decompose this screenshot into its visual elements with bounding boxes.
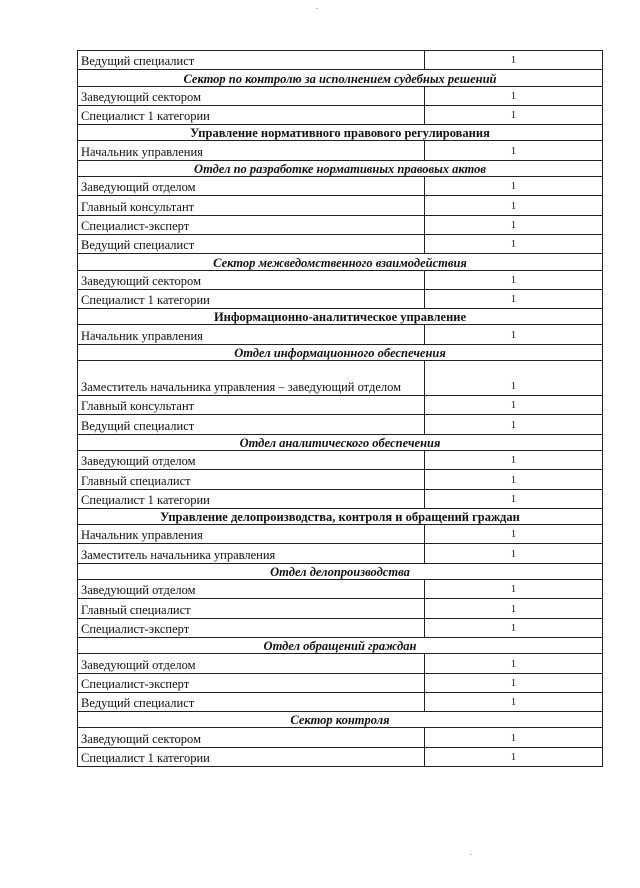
position-count: 1: [425, 747, 603, 766]
department-title: Управление делопроизводства, контроля и обращений граждан: [78, 508, 603, 524]
position-name: Ведущий специалист: [78, 415, 425, 434]
position-name: Специалист-эксперт: [78, 673, 425, 692]
subdivision-title: Сектор контроля: [78, 712, 603, 728]
position-count: 1: [425, 580, 603, 599]
position-count: 1: [425, 51, 603, 70]
position-count: 1: [425, 654, 603, 673]
subdivision-heading-row: [78, 712, 603, 728]
position-name: Специалист-эксперт: [78, 618, 425, 637]
position-count: 1: [425, 673, 603, 692]
position-row: [78, 215, 603, 234]
department-heading-row: [78, 125, 603, 141]
position-count: 1: [425, 692, 603, 711]
position-row: [78, 141, 603, 160]
position-row: [78, 396, 603, 415]
position-count: 1: [425, 361, 603, 396]
position-count: 1: [425, 141, 603, 160]
position-name: Заведующий сектором: [78, 86, 425, 105]
position-row: [78, 654, 603, 673]
position-name: Заведующий отделом: [78, 450, 425, 469]
position-name: Заведующий отделом: [78, 177, 425, 196]
position-row: [78, 599, 603, 618]
position-row: [78, 51, 603, 70]
position-count: 1: [425, 599, 603, 618]
subdivision-title: Отдел по разработке нормативных правовых актов: [78, 160, 603, 176]
position-row: [78, 544, 603, 563]
position-name: Ведущий специалист: [78, 692, 425, 711]
department-heading-row: [78, 309, 603, 325]
position-count: 1: [425, 177, 603, 196]
position-row: [78, 196, 603, 215]
position-name: Специалист 1 категории: [78, 289, 425, 308]
position-count: 1: [425, 525, 603, 544]
position-name: Заведующий сектором: [78, 270, 425, 289]
staff-table-body: [78, 51, 603, 767]
position-name: Заведующий отделом: [78, 580, 425, 599]
department-title: Информационно-аналитическое управление: [78, 309, 603, 325]
position-name: Начальник управления: [78, 141, 425, 160]
position-count: 1: [425, 215, 603, 234]
position-row: [78, 489, 603, 508]
position-count: 1: [425, 415, 603, 434]
subdivision-heading-row: [78, 160, 603, 176]
position-name: Главный специалист: [78, 470, 425, 489]
subdivision-title: Отдел аналитического обеспечения: [78, 434, 603, 450]
position-name: Заведующий отделом: [78, 654, 425, 673]
position-row: [78, 692, 603, 711]
position-name: Заместитель начальника управления: [78, 544, 425, 563]
position-name: Главный консультант: [78, 196, 425, 215]
position-count: 1: [425, 196, 603, 215]
position-name: Специалист 1 категории: [78, 489, 425, 508]
position-name: Заведующий сектором: [78, 728, 425, 747]
position-row: [78, 673, 603, 692]
position-count: 1: [425, 289, 603, 308]
position-count: 1: [425, 234, 603, 253]
position-row: [78, 470, 603, 489]
scan-speck: [470, 854, 472, 855]
subdivision-title: Отдел информационного обеспечения: [78, 344, 603, 360]
position-row: [78, 289, 603, 308]
subdivision-heading-row: [78, 637, 603, 653]
position-name: Начальник управления: [78, 525, 425, 544]
position-name: Специалист 1 категории: [78, 747, 425, 766]
subdivision-heading-row: [78, 254, 603, 270]
position-count: 1: [425, 470, 603, 489]
position-count: 1: [425, 450, 603, 469]
position-row: [78, 415, 603, 434]
position-name: Специалист 1 категории: [78, 105, 425, 124]
department-title: Управление нормативного правового регулирования: [78, 125, 603, 141]
position-row: [78, 177, 603, 196]
subdivision-heading-row: [78, 344, 603, 360]
position-count: 1: [425, 325, 603, 344]
position-name: Главный специалист: [78, 599, 425, 618]
position-count: 1: [425, 86, 603, 105]
position-row: [78, 747, 603, 766]
position-count: 1: [425, 105, 603, 124]
scan-speck: [316, 8, 318, 9]
position-count: 1: [425, 396, 603, 415]
position-name: Главный консультант: [78, 396, 425, 415]
position-row: [78, 105, 603, 124]
subdivision-title: Сектор по контролю за исполнением судебных решений: [78, 70, 603, 86]
position-count: 1: [425, 270, 603, 289]
position-row: [78, 728, 603, 747]
position-count: 1: [425, 544, 603, 563]
subdivision-title: Отдел обращений граждан: [78, 637, 603, 653]
position-row: [78, 325, 603, 344]
position-row: [78, 361, 603, 396]
position-name: Ведущий специалист: [78, 234, 425, 253]
position-name: Заместитель начальника управления – заведующий отделом: [78, 361, 425, 396]
position-count: 1: [425, 489, 603, 508]
position-row: [78, 580, 603, 599]
position-row: [78, 450, 603, 469]
subdivision-heading-row: [78, 434, 603, 450]
position-row: [78, 234, 603, 253]
position-row: [78, 618, 603, 637]
staff-table: [77, 50, 603, 767]
position-name: Специалист-эксперт: [78, 215, 425, 234]
position-name: Начальник управления: [78, 325, 425, 344]
position-row: [78, 525, 603, 544]
subdivision-title: Отдел делопроизводства: [78, 563, 603, 579]
subdivision-heading-row: [78, 70, 603, 86]
position-count: 1: [425, 728, 603, 747]
position-count: 1: [425, 618, 603, 637]
subdivision-heading-row: [78, 563, 603, 579]
position-row: [78, 270, 603, 289]
position-row: [78, 86, 603, 105]
position-name: Ведущий специалист: [78, 51, 425, 70]
subdivision-title: Сектор межведомственного взаимодействия: [78, 254, 603, 270]
department-heading-row: [78, 508, 603, 524]
